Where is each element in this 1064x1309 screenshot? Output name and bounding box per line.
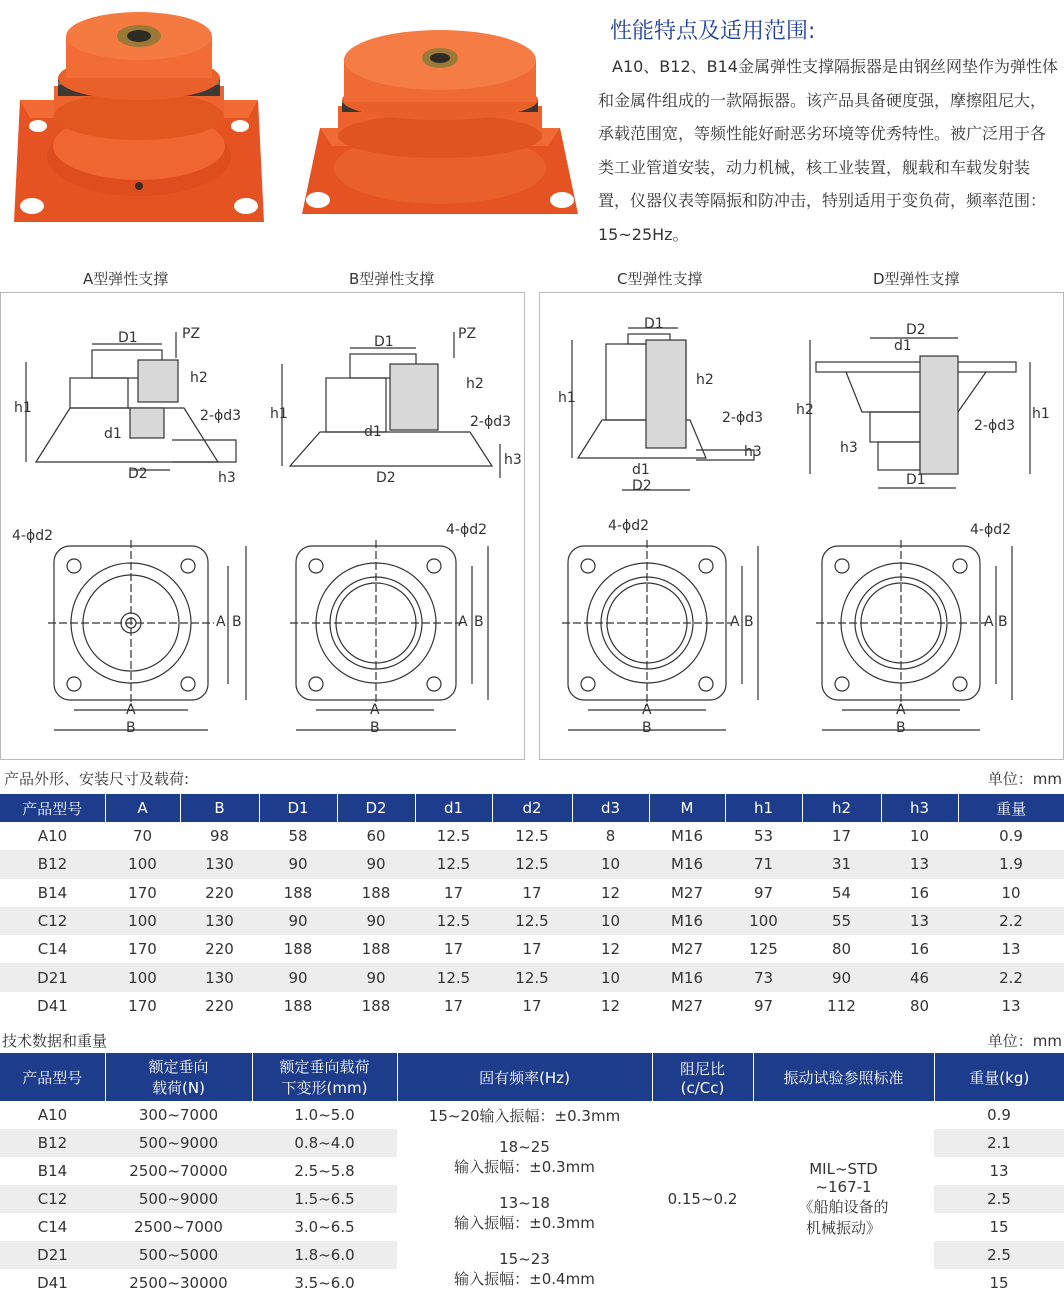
table-cell: 112 [827, 996, 856, 1015]
table-cell: 130 [180, 907, 259, 935]
dim-label: A [370, 702, 380, 718]
dim-label: A [642, 702, 652, 718]
table-cell: 90 [259, 907, 337, 935]
dim-label: h2 [190, 370, 208, 386]
table2-unit: 单位：mm [987, 1032, 1062, 1050]
table2-header-damping: 阻尼比 (c/Cc) [652, 1053, 753, 1101]
dim-label: D2 [632, 478, 652, 494]
table-cell: M16 [649, 907, 725, 935]
dim-label: B [370, 720, 380, 736]
frequency-cell [397, 1185, 652, 1241]
table-row [0, 879, 1064, 907]
table-cell: B12 [0, 850, 105, 878]
diagram-label-a: A型弹性支撑 [83, 270, 169, 288]
table1-header: h2 [802, 794, 881, 822]
model-cell: B14 [37, 1162, 68, 1180]
load-cell: 500~9000 [105, 1185, 252, 1213]
dim-label: B [232, 614, 242, 630]
table-cell: 90 [259, 850, 337, 878]
table-cell: 12.5 [492, 907, 572, 935]
table-cell: 17 [443, 996, 464, 1015]
table-cell: 8 [605, 827, 616, 846]
table1-header: M [649, 794, 725, 822]
dim-label: B [474, 614, 484, 630]
load-cell: 500~5000 [105, 1241, 252, 1269]
section-title: 性能特点及适用范围: [610, 19, 816, 44]
table1-header: 产品型号 [0, 794, 105, 822]
table-cell: 90 [337, 963, 415, 991]
table1-caption: 产品外形、安装尺寸及载荷: [4, 770, 190, 788]
table-cell: 12.5 [415, 907, 492, 935]
standard-line: MIL~STD [809, 1160, 878, 1178]
table1-header: D2 [337, 794, 415, 822]
dimension-table [0, 794, 1064, 1020]
table-cell: 97 [753, 996, 774, 1015]
dim-label: B [896, 720, 906, 736]
table-cell: 188 [361, 996, 391, 1015]
table2-caption: 技术数据和重量 [2, 1032, 108, 1050]
table-cell: 12.5 [436, 827, 471, 846]
dim-label: d1 [364, 424, 382, 440]
dim-label: B [126, 720, 136, 736]
deflection-cell: 3.5~6.0 [294, 1274, 355, 1292]
frequency-cell [397, 1129, 652, 1185]
table-cell: 10 [572, 963, 649, 991]
table-cell: 188 [361, 940, 391, 959]
table-cell: B14 [37, 883, 68, 902]
table-cell: C14 [37, 940, 68, 959]
diagram-label-d: D型弹性支撑 [873, 270, 960, 288]
dim-label: h1 [558, 390, 576, 406]
dim-label: h3 [744, 444, 762, 460]
table-cell: 12.5 [515, 827, 549, 846]
table-cell: 2.2 [958, 963, 1064, 991]
table1-header: d1 [415, 794, 492, 822]
frequency-value: 13~18 [499, 1193, 550, 1212]
side-view-d [810, 338, 1030, 488]
table2-header-model: 产品型号 [0, 1053, 105, 1101]
dim-label: 4-ϕd2 [970, 522, 1011, 538]
technical-data-table [0, 1053, 1064, 1297]
table-cell: 13 [881, 850, 958, 878]
table-cell: 188 [283, 996, 313, 1015]
table-cell: 17 [522, 883, 542, 902]
standard-line: ~167-1 [815, 1178, 872, 1196]
model-cell: C14 [37, 1218, 68, 1236]
frequency-amplitude: 输入振幅：±0.4mm [454, 1269, 595, 1288]
table-cell: 90 [337, 907, 415, 935]
dim-label: B [642, 720, 652, 736]
table-cell: 70 [132, 827, 153, 846]
table-cell: D21 [0, 963, 105, 991]
top-view-b [290, 540, 488, 730]
table2-header-weight: 重量(kg) [934, 1053, 1064, 1101]
table-cell: 125 [749, 940, 778, 959]
load-cell: 2500~7000 [134, 1218, 223, 1236]
table-cell: 100 [105, 907, 180, 935]
table-row [0, 992, 1064, 1020]
table1-header: A [105, 794, 180, 822]
standard-cell [753, 1101, 934, 1297]
load-cell: 2500~70000 [129, 1162, 228, 1180]
table-cell: 10 [572, 907, 649, 935]
deflection-cell: 1.0~5.0 [294, 1106, 355, 1124]
weight-cell: 15 [989, 1274, 1009, 1292]
product-photo-a [8, 8, 270, 238]
side-view-c [572, 328, 754, 490]
table-cell: 188 [283, 883, 313, 902]
table-cell: 12.5 [415, 963, 492, 991]
diagram-label-b: B型弹性支撑 [349, 270, 435, 288]
table-cell: 100 [105, 963, 180, 991]
table-cell: 220 [205, 883, 234, 902]
dim-label: D1 [374, 334, 394, 350]
product-photo-b [298, 18, 580, 230]
table-cell: 73 [725, 963, 802, 991]
top-view-d [816, 540, 1012, 730]
table-cell: 80 [831, 940, 852, 959]
table-cell: 12 [600, 940, 621, 959]
table-row [0, 850, 1064, 878]
table-cell: 46 [881, 963, 958, 991]
model-cell: B12 [0, 1129, 105, 1157]
table-cell: 97 [753, 883, 774, 902]
dim-label: 4-ϕd2 [446, 522, 487, 538]
weight-cell: 2.5 [934, 1241, 1064, 1269]
diagram-label-c: C型弹性支撑 [617, 270, 703, 288]
table1-header: h1 [725, 794, 802, 822]
table-cell: 55 [802, 907, 881, 935]
table-cell: 16 [909, 883, 930, 902]
dim-label: h1 [14, 400, 32, 416]
table-cell: 17 [443, 883, 464, 902]
table-row [0, 1101, 1064, 1129]
dim-label: A [216, 614, 226, 630]
table-cell: 188 [283, 940, 313, 959]
model-cell: D21 [0, 1241, 105, 1269]
weight-cell: 13 [989, 1162, 1009, 1180]
table-cell: 220 [205, 996, 234, 1015]
table2-header-standard: 振动试验参照标准 [753, 1053, 934, 1101]
dim-label: D1 [644, 316, 664, 332]
table-cell: 10 [1001, 883, 1021, 902]
table2-header-load: 额定垂向 载荷(N) [105, 1053, 252, 1101]
table-cell: 170 [128, 883, 157, 902]
dim-label: h3 [840, 440, 858, 456]
table-cell: 12.5 [492, 850, 572, 878]
table1-header: h3 [881, 794, 958, 822]
table-cell: 100 [105, 850, 180, 878]
table-cell: 12.5 [492, 963, 572, 991]
table-cell: M27 [670, 940, 704, 959]
weight-cell: 2.1 [934, 1129, 1064, 1157]
top-view-c [562, 540, 758, 730]
table-cell: A10 [37, 827, 68, 846]
table-cell: 53 [753, 827, 774, 846]
table1-header: d2 [492, 794, 572, 822]
dim-label: D1 [906, 472, 926, 488]
dim-label: A [458, 614, 468, 630]
table-cell: 2.2 [958, 907, 1064, 935]
table-cell: 188 [361, 883, 391, 902]
table-cell: 17 [443, 940, 464, 959]
dim-label: d1 [632, 462, 650, 478]
table-cell: M27 [670, 996, 704, 1015]
table-cell: 54 [831, 883, 852, 902]
table-cell: 130 [180, 963, 259, 991]
table-cell: 170 [128, 996, 157, 1015]
dim-label: A [896, 702, 906, 718]
standard-line: 机械振动》 [805, 1219, 881, 1237]
table-cell: 90 [259, 963, 337, 991]
table1-unit: 单位：mm [987, 770, 1062, 788]
frequency-amplitude: 输入振幅：±0.3mm [454, 1213, 595, 1232]
deflection-cell: 3.0~6.5 [294, 1218, 355, 1236]
table-row [0, 822, 1064, 850]
dim-label: 2-ϕd3 [974, 418, 1015, 434]
table-cell: 16 [909, 940, 930, 959]
table-cell: 13 [1001, 940, 1021, 959]
dim-label: 2-ϕd3 [722, 410, 763, 426]
model-cell: A10 [37, 1106, 68, 1124]
load-cell: 300~7000 [138, 1106, 219, 1124]
dim-label: D2 [906, 322, 926, 338]
table-cell: 80 [909, 996, 930, 1015]
model-cell: D41 [37, 1274, 68, 1292]
side-view-a [26, 332, 236, 470]
table-cell: 98 [209, 827, 230, 846]
damping-cell: 0.15~0.2 [652, 1101, 753, 1297]
table-row [0, 935, 1064, 963]
dim-label: D2 [128, 466, 148, 482]
top-view-a [48, 540, 246, 730]
table-cell: 17 [522, 940, 542, 959]
model-cell: C12 [0, 1185, 105, 1213]
weight-cell: 2.5 [934, 1185, 1064, 1213]
table-cell: M27 [670, 883, 704, 902]
table-cell: 60 [366, 827, 386, 846]
frequency-value: 15~23 [499, 1249, 550, 1268]
table-cell: M16 [670, 827, 704, 846]
frequency-value: 18~25 [499, 1137, 550, 1156]
load-cell: 2500~30000 [129, 1274, 228, 1292]
table1-header: d3 [572, 794, 649, 822]
table1-header: D1 [259, 794, 337, 822]
table-cell: 12.5 [415, 850, 492, 878]
dim-label: 2-ϕd3 [470, 414, 511, 430]
dim-label: h1 [1032, 406, 1050, 422]
side-view-drawings [0, 300, 1064, 510]
dim-label: d1 [894, 338, 912, 354]
table-cell: 220 [205, 940, 234, 959]
dim-label: h2 [466, 376, 484, 392]
dim-label: B [744, 614, 754, 630]
table-cell: 0.9 [999, 827, 1023, 846]
table-cell: 170 [128, 940, 157, 959]
table-cell: C12 [0, 907, 105, 935]
table-cell: 12 [600, 883, 621, 902]
dim-label: h1 [270, 406, 288, 422]
table-cell: 130 [180, 850, 259, 878]
dim-label: A [730, 614, 740, 630]
dim-label: 4-ϕd2 [12, 528, 53, 544]
table-cell: 10 [572, 850, 649, 878]
table-cell: 17 [831, 827, 852, 846]
table-cell: 12 [600, 996, 621, 1015]
product-description: A10、B12、B14金属弹性支撑隔振器是由钢丝网垫作为弹性体和金属件组成的一款隔振器。该产品具备硬度强，摩擦阻尼大，承载范围宽，等频性能好耐恶劣环境等优秀特性。被广泛用于各类工业管道安装，动力机械，核工业装置，舰载和车载发射装置，仪器仪表等隔振和防冲击，特别适用于变负荷，频率范围：15~25Hz。 [598, 57, 1058, 244]
table-cell: 17 [522, 996, 542, 1015]
standard-line: 《船舶设备的 [798, 1198, 889, 1216]
table-cell: 71 [725, 850, 802, 878]
load-cell: 500~9000 [105, 1129, 252, 1157]
table-cell: 90 [337, 850, 415, 878]
table-cell: 13 [1001, 996, 1021, 1015]
side-view-b [282, 332, 500, 478]
table-cell: 10 [909, 827, 930, 846]
dim-label: A [126, 702, 136, 718]
dim-label: B [998, 614, 1008, 630]
table-cell: D41 [37, 996, 68, 1015]
table-cell: 100 [725, 907, 802, 935]
dim-label: D1 [118, 330, 138, 346]
dim-label: A [984, 614, 994, 630]
weight-cell: 15 [989, 1218, 1009, 1236]
table-cell: 58 [288, 827, 308, 846]
dim-label: h2 [796, 402, 814, 418]
frequency-cell [397, 1241, 652, 1297]
deflection-cell: 2.5~5.8 [294, 1162, 355, 1180]
table1-header: B [180, 794, 259, 822]
dim-label: 2-ϕd3 [200, 408, 241, 424]
table-cell: 13 [881, 907, 958, 935]
table-cell: M16 [649, 850, 725, 878]
table2-header-deflection: 额定垂向载荷 下变形(mm) [252, 1053, 397, 1101]
table-row [0, 963, 1064, 991]
dim-label: PZ [458, 326, 477, 342]
table-cell: 1.9 [958, 850, 1064, 878]
table2-header-frequency: 固有频率(Hz) [397, 1053, 652, 1101]
dim-label: 4-ϕd2 [608, 518, 649, 534]
deflection-cell: 1.5~6.5 [252, 1185, 397, 1213]
frequency-value: 15~20输入振幅：±0.3mm [428, 1106, 621, 1125]
table-cell: M16 [649, 963, 725, 991]
dim-label: d1 [104, 426, 122, 442]
frequency-amplitude: 输入振幅：±0.3mm [454, 1157, 595, 1176]
dim-label: h3 [218, 470, 236, 486]
deflection-cell: 0.8~4.0 [252, 1129, 397, 1157]
dim-label: PZ [182, 326, 201, 342]
table-row [0, 907, 1064, 935]
dim-label: h3 [504, 452, 522, 468]
dim-label: D2 [376, 470, 396, 486]
frequency-cell [397, 1101, 652, 1129]
deflection-cell: 1.8~6.0 [252, 1241, 397, 1269]
table-cell: 90 [802, 963, 881, 991]
weight-cell: 0.9 [987, 1106, 1011, 1124]
dim-label: h2 [696, 372, 714, 388]
table-cell: 31 [802, 850, 881, 878]
table1-header: 重量 [958, 794, 1064, 822]
